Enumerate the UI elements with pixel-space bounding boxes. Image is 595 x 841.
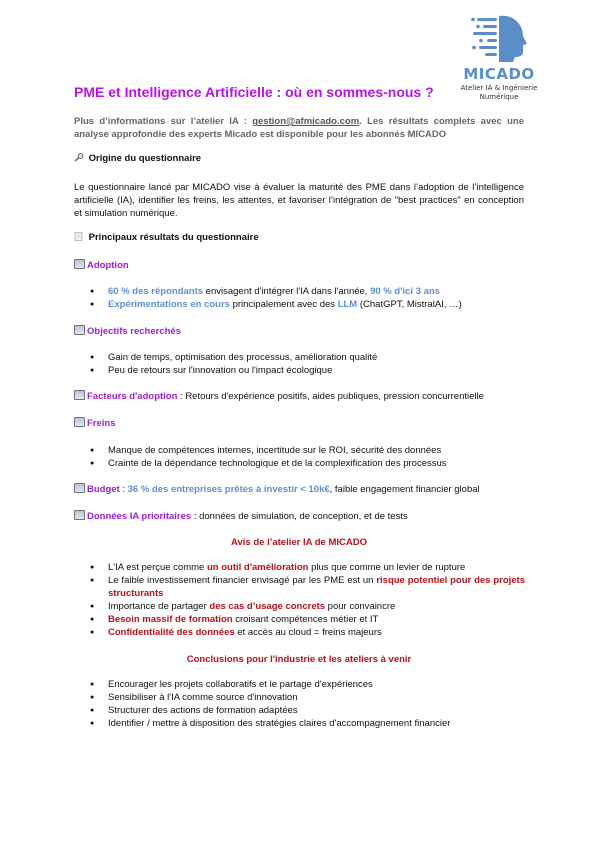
list-item: ● Crainte de la dépendance technologique et de la complexification des processus: [90, 457, 525, 470]
budget-text: , faible engagement financier global: [329, 484, 480, 495]
results-heading-text: Principaux résultats du questionnaire: [88, 232, 259, 243]
adoption-heading-text: Adoption: [87, 260, 129, 271]
micado-logo: [458, 12, 540, 102]
opinion-item-2-pre: Le faible investissement financier envisagé par les PME est un: [108, 575, 377, 586]
origin-heading-text: Origine du questionnaire: [88, 153, 202, 164]
budget-heading: Budget: [87, 484, 120, 495]
box-icon: [74, 483, 85, 493]
adoption-list: [90, 285, 525, 311]
adoption-item-1-a: 60 % des répondants: [108, 286, 204, 297]
objectives-heading: [74, 325, 181, 337]
logo-tagline-line-2: Numérique: [479, 93, 519, 101]
opinion-list: [90, 561, 525, 639]
opinion-item-4-post: croisant compétences métier et IT: [232, 614, 379, 625]
box-icon: [74, 259, 85, 269]
budget-line: [74, 483, 480, 495]
data-priorities-text: : données de simulation, de conception, et de tests: [191, 511, 408, 522]
list-item: ● Identifier / mettre à disposition des stratégies claires d'accompagnement financier: [90, 717, 525, 730]
origin-heading: [74, 153, 201, 164]
list-item: ● Peu de retours sur l'innovation ou l'impact écologique: [90, 364, 525, 377]
list-item: [90, 285, 525, 298]
conclusions-heading: Conclusions pour l'industrie et les ateliers à venir: [186, 654, 412, 665]
opinion-item-1-post: plus que comme un levier de rupture: [308, 562, 466, 573]
opinion-item-3-post: pour convaincre: [325, 601, 396, 612]
list-item: [90, 298, 525, 311]
intro-prefix: Plus d’informations sur l’atelier IA :: [74, 116, 253, 127]
list-item: [90, 561, 525, 574]
origin-text: Le questionnaire lancé par MICADO vise à évaluer la maturité des PME dans l’adoption de l’intelligence artificielle (IA), identifier les freins, les attentes, et favoriser l’intégration de "best practices" en conception et simulation numérique.: [74, 182, 524, 219]
box-icon: [74, 417, 85, 427]
opinion-item-5-highlight: Confidentialité des données: [108, 627, 235, 638]
list-item: ● Manque de compétences internes, incertitude sur le ROI, sécurité des données: [90, 444, 525, 457]
adoption-item-2-d: (ChatGPT, MistralAI, …): [357, 299, 462, 310]
opinion-item-1-pre: L'IA est perçue comme: [108, 562, 207, 573]
opinion-heading: Avis de l’atelier IA de MICADO: [230, 537, 368, 548]
data-priorities-line: [74, 510, 408, 522]
adoption-item-1-b: envisagent d'intégrer l'IA dans l'année,: [203, 286, 371, 297]
data-priorities-heading: Données IA prioritaires: [87, 511, 192, 522]
adoption-item-2-b: principalement avec des: [229, 299, 338, 310]
objectives-heading-text: Objectifs recherchés: [87, 326, 181, 337]
list-item: ● Structurer des actions de formation adaptées: [90, 704, 525, 717]
logo-tagline: [458, 84, 540, 102]
adoption-item-1-c: 90 % d'ici 3 ans: [370, 286, 440, 297]
list-item: [90, 574, 525, 600]
brakes-heading: [74, 417, 116, 429]
opinion-item-3-pre: Importance de partager: [108, 601, 210, 612]
factors-line: [74, 390, 484, 402]
list-item: [90, 600, 525, 613]
results-heading: [74, 232, 259, 243]
list-item: [90, 613, 525, 626]
opinion-item-3-highlight: des cas d’usage concrets: [209, 601, 326, 612]
box-icon: [74, 325, 85, 335]
list-item: ● Sensibiliser à l'IA comme source d'innovation: [90, 691, 525, 704]
opinion-item-1-highlight: un outil d'amélioration: [206, 562, 309, 573]
intro-suffix: . Les résultats complets avec une analyse approfondie des experts Micado est disponible pour les abonnés MICADO: [74, 116, 524, 140]
brakes-list: [90, 444, 525, 470]
opinion-item-4-highlight: Besoin massif de formation: [108, 614, 233, 625]
ai-head-logo-icon: [469, 12, 529, 64]
list-item: ● Gain de temps, optimisation des processus, amélioration qualité: [90, 351, 525, 364]
list-item: [90, 626, 525, 639]
page-title: PME et Intelligence Artificielle : où en sommes-nous ?: [74, 84, 434, 100]
factors-heading: Facteurs d'adoption: [87, 391, 178, 402]
adoption-item-2-c: LLM: [337, 299, 358, 310]
box-icon: [74, 510, 85, 520]
opinion-item-2-highlight: risque potentiel pour des projets structurants: [108, 575, 525, 599]
budget-separator: :: [119, 484, 128, 495]
adoption-heading: [74, 259, 129, 271]
brakes-heading-text: Freins: [87, 418, 116, 429]
adoption-item-2-a: Expérimentations en cours: [108, 299, 230, 310]
list-item: ● Encourager les projets collaboratifs et le partage d'expériences: [90, 678, 525, 691]
logo-name: MICADO: [463, 65, 535, 83]
conclusions-list: [90, 678, 525, 730]
magnifier-icon: [74, 153, 84, 162]
contact-email-link[interactable]: gestion@afmicado.com: [252, 116, 360, 127]
document-icon: [74, 232, 84, 241]
box-icon: [74, 390, 85, 400]
factors-text: : Retours d'expérience positifs, aides publiques, pression concurrentielle: [177, 391, 484, 402]
opinion-item-5-post: et accès au cloud = freins majeurs: [234, 627, 382, 638]
intro-paragraph: [74, 115, 524, 141]
objectives-list: [90, 351, 525, 377]
budget-highlight: 36 % des entreprises prêtes à investir < 10k€: [127, 484, 330, 495]
logo-tagline-line-1: Atelier IA & Ingénierie: [460, 84, 538, 92]
